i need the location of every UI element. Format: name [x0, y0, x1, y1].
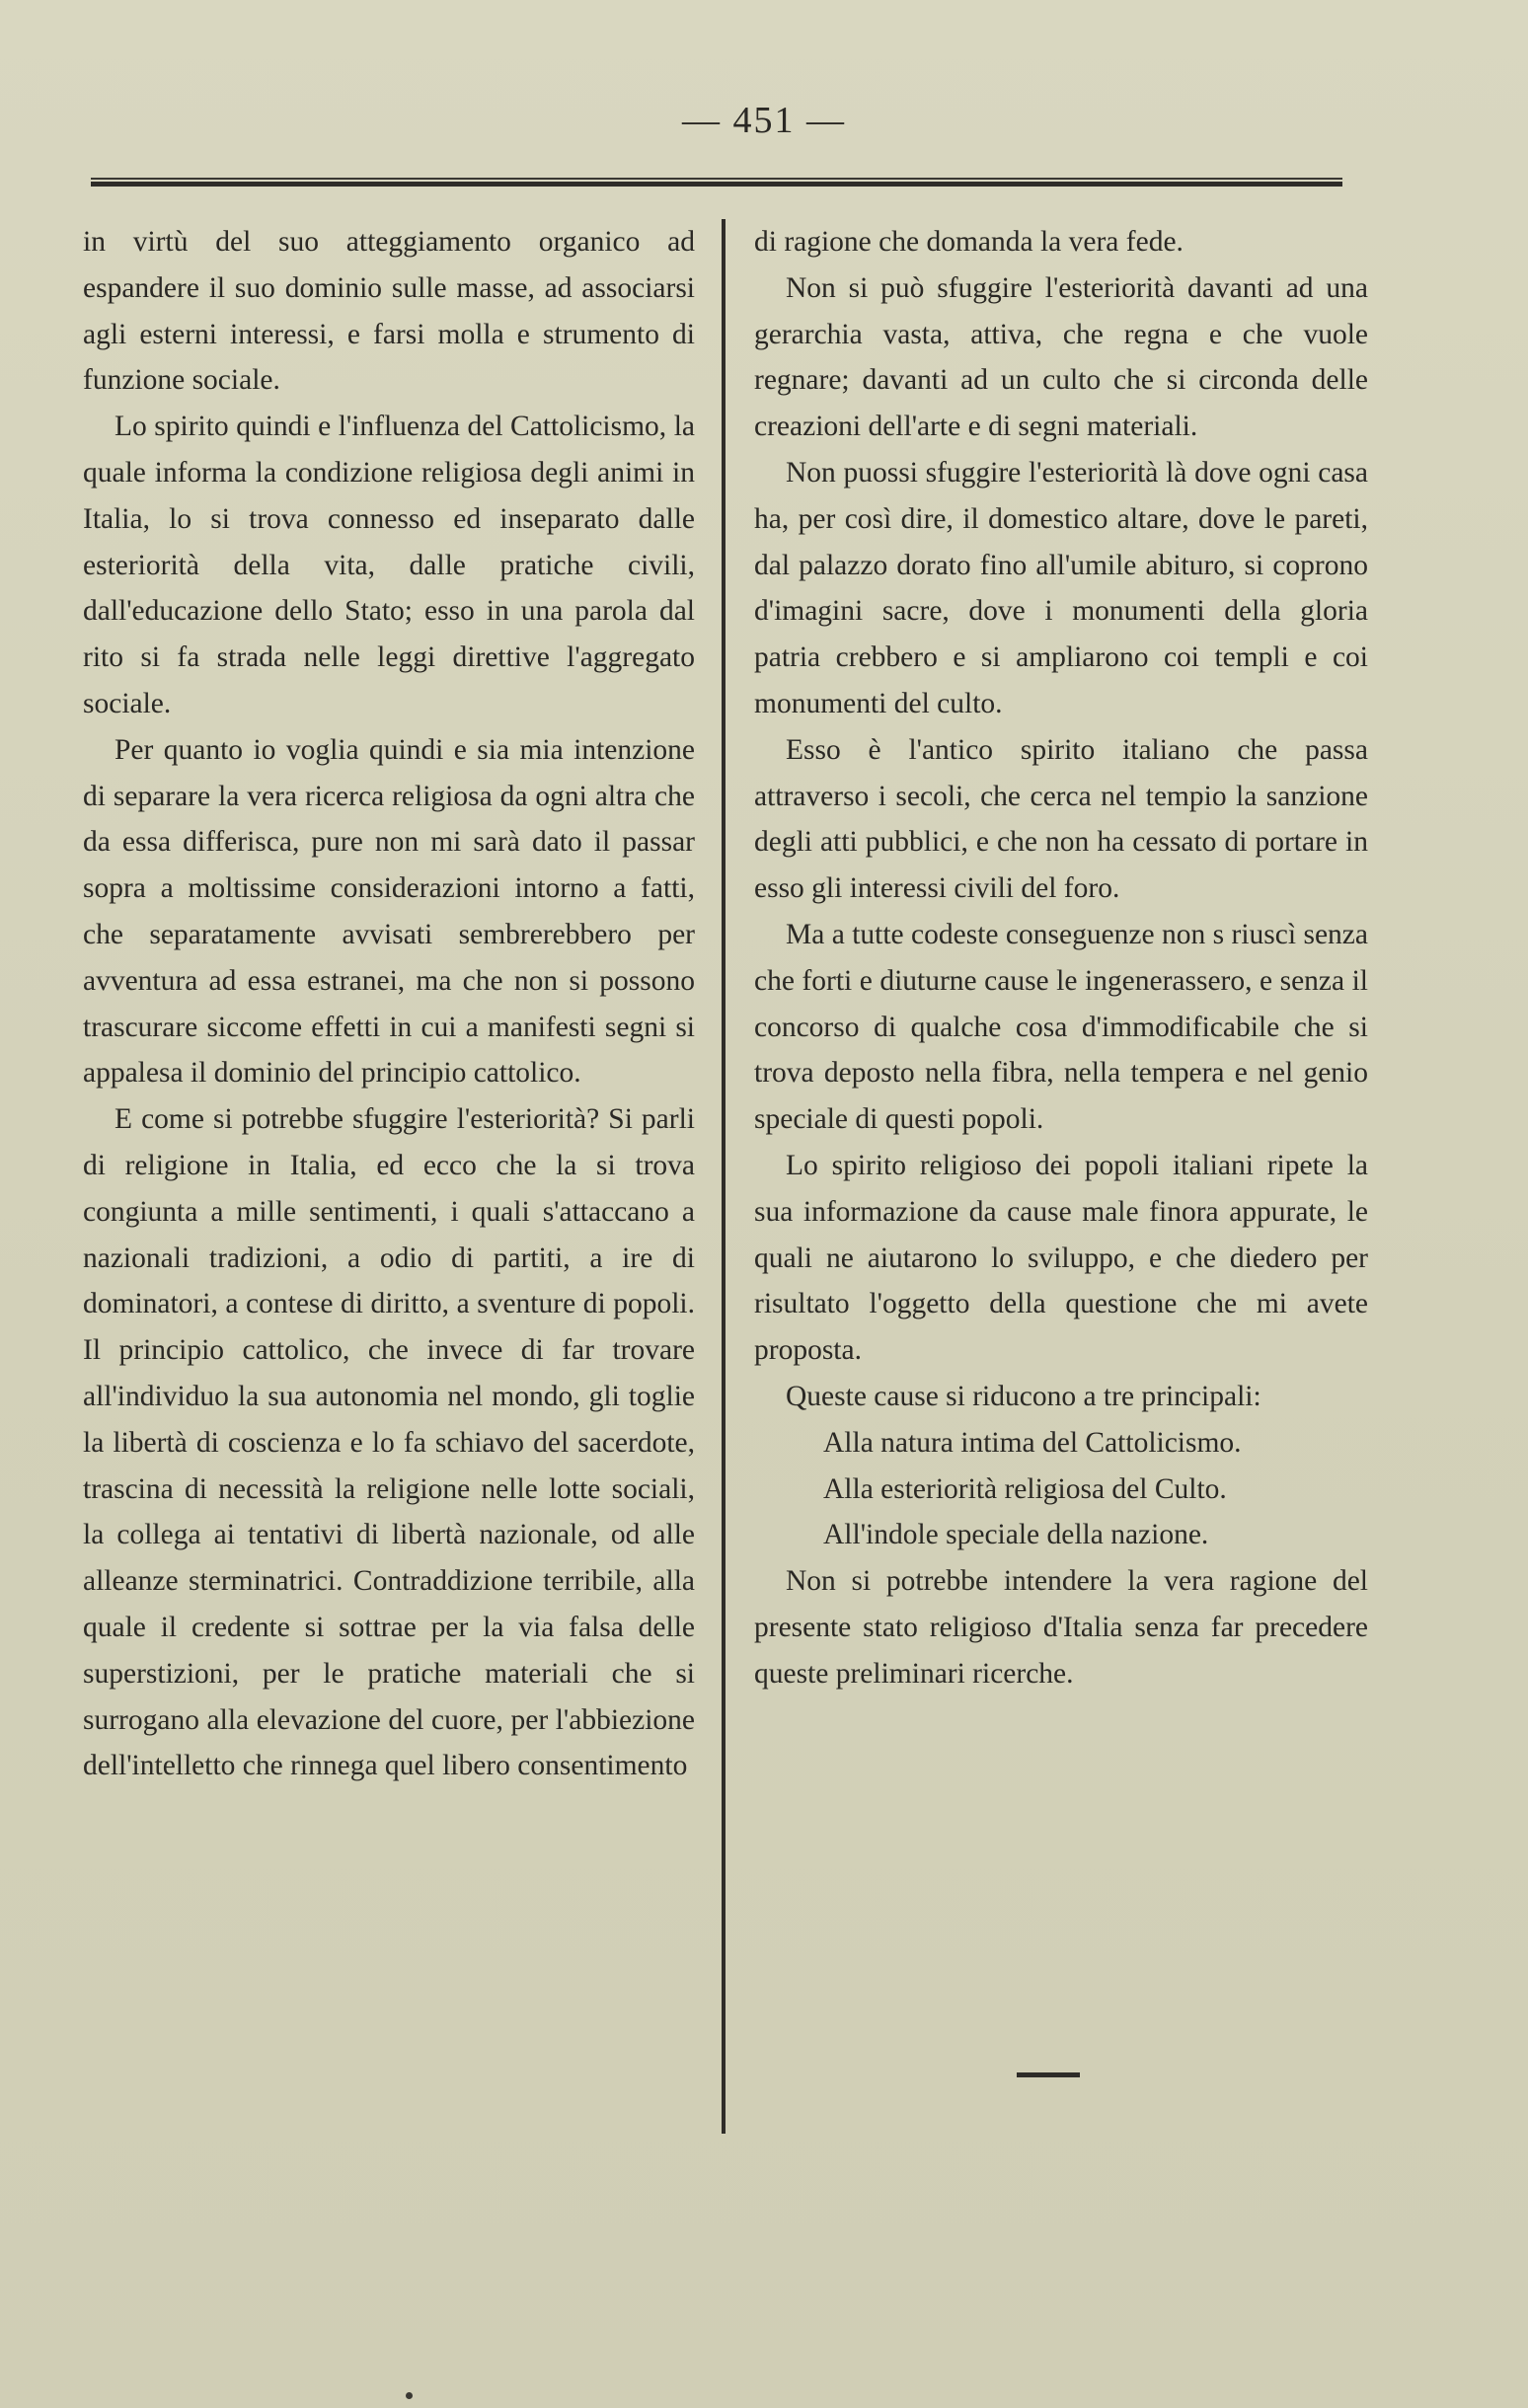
right-paragraph-3: Non puossi sfuggire l'esteriorità là dove ogni casa ha, per così dire, il domestico altare, dove le pareti, dal palazzo dorato fino all'umile abituro, si coprono d'imagini sacre, dove i monumenti della gloria patria crebbero e si ampliarono coi templi e coi monumenti del culto. [754, 456, 1368, 719]
cause-list-item-1: Alla natura intima del Cattolicismo. [823, 1426, 1242, 1459]
left-paragraph-3: Per quanto io voglia quindi e sia mia intenzione di separare la vera ricerca religiosa da ogni altra che da essa differisca, pure non mi sarà dato il passar sopra a moltissime considerazioni intorno a fatti, che separatamente avvisati sembrerebbero per avventura ad essa estranei, ma che non si possono trascurare siccome effetti in cui a manifesti segni si appalesa il dominio del principio cattolico. [83, 733, 695, 1090]
right-paragraph-6: Lo spirito religioso dei popoli italiani ripete la sua informazione da cause male finora appurate, le quali ne aiutarono lo sviluppo, e che diedero per risultato l'oggetto della questione che mi avete proposta. [754, 1149, 1368, 1367]
page-number: — 451 — [682, 100, 846, 141]
left-column [83, 219, 695, 1789]
right-column [754, 219, 1368, 1697]
section-end-rule [1017, 2072, 1080, 2077]
column-divider [722, 219, 726, 2134]
header-rule-thin [91, 178, 1342, 180]
right-paragraph-2: Non si può sfuggire l'esteriorità davanti ad una gerarchia vasta, attiva, che regna e che vuole regnare; davanti ad un culto che si circonda delle creazioni dell'arte e di segni materiali. [754, 271, 1368, 443]
right-closing-paragraph: Non si potrebbe intendere la vera ragione del presente stato religioso d'Italia senza far precedere queste preliminari ricerche. [754, 1565, 1368, 1690]
right-paragraph-7: Queste cause si riducono a tre principali: [786, 1380, 1261, 1412]
header-rule-thick [91, 182, 1342, 187]
cause-list-item-3: All'indole speciale della nazione. [823, 1519, 1209, 1551]
left-paragraph-2: Lo spirito quindi e l'influenza del Cattolicismo, la quale informa la condizione religiosa degli animi in Italia, lo si trova connesso ed inseparato dalle esteriorità della vita, dalle pratiche civili, dall'educazione dello Stato; esso in una parola dal rito si fa strada nelle leggi direttive l'aggregato sociale. [83, 411, 695, 719]
cause-list-item-2: Alla esteriorità religiosa del Culto. [823, 1472, 1227, 1505]
left-paragraph-4: E come si potrebbe sfuggire l'esteriorità? Si parli di religione in Italia, ed ecco che la si trova congiunta a mille sentimenti, i quali s'attaccano a nazionali tradizioni, a odio di partiti, a ire di dominatori, a contese di diritto, a sventure di popoli. Il principio cattolico, che invece di far trovare all'individuo la sua autonomia nel mondo, gli toglie la libertà di coscienza e lo fa schiavo del sacerdote, trascina di necessità la religione nelle lotte sociali, la collega ai tentativi di libertà nazionale, od alle alleanze sterminatrici. Contraddizione terribile, alla quale il credente si sottrae per la via falsa delle superstizioni, per le pratiche materiali che si surrogano alla elevazione del cuore, per l'abbiezione dell'intelletto che rinnega quel libero consentimento [83, 1103, 695, 1782]
left-paragraph-1: in virtù del suo atteggiamento organico ad espandere il suo dominio sulle masse, ad associarsi agli esterni interessi, e farsi molla e strumento di funzione sociale. [83, 226, 695, 397]
ink-blot [406, 2392, 413, 2399]
right-paragraph-1: di ragione che domanda la vera fede. [754, 226, 1184, 258]
right-paragraph-5: Ma a tutte codeste conseguenze non s riuscì senza che forti e diuturne cause le ingenerassero, e senza il concorso di qualche cosa d'immodificabile che si trova deposto nella fibra, nella tempera e nel genio speciale di questi popoli. [754, 918, 1368, 1136]
right-paragraph-4: Esso è l'antico spirito italiano che passa attraverso i secoli, che cerca nel tempio la sanzione degli atti pubblici, e che non ha cessato di portare in esso gli interessi civili del foro. [754, 733, 1368, 905]
